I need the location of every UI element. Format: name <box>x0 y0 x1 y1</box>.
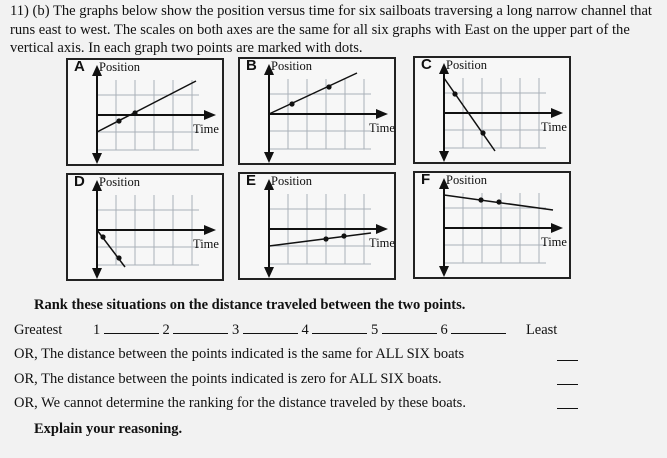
rank-blank-5[interactable] <box>382 320 437 334</box>
option-cannot-determine-blank[interactable] <box>557 408 578 409</box>
time-axis-label: Time <box>193 122 219 136</box>
graph-b <box>238 57 396 165</box>
graph-f <box>413 171 571 279</box>
question-intro: 11) (b) The graphs below show the position versus time for six sailboats traversing a long narrow channel that runs east to west. The scales on both axes are the same for all six graphs with East on the upper part of the vertical axis. In each graph two points are marked with dots. <box>10 3 652 56</box>
graph-c-letter: C <box>421 56 432 73</box>
least-label: Least <box>525 322 558 338</box>
option-zero-distance-blank[interactable] <box>557 384 578 385</box>
rank-blank-4[interactable] <box>312 320 367 334</box>
rank-blank-2[interactable] <box>173 320 228 334</box>
time-axis-label: Time <box>541 120 567 134</box>
position-axis-label: Position <box>446 58 487 72</box>
position-axis-label: Position <box>271 174 312 188</box>
option-zero-distance: OR, The distance between the points indicated is zero for ALL SIX boats. <box>14 371 442 387</box>
graph-d <box>66 173 224 281</box>
graph-a <box>66 58 224 166</box>
rank-blank-1[interactable] <box>104 320 159 334</box>
option-cannot-determine: OR, We cannot determine the ranking for the distance traveled by these boats. <box>14 395 466 411</box>
rank-number-3: 3 <box>231 322 240 338</box>
rank-number-6: 6 <box>440 322 448 338</box>
option-same-distance: OR, The distance between the points indicated is the same for ALL SIX boats <box>14 346 465 362</box>
graph-c <box>413 56 571 164</box>
rank-blank-6[interactable] <box>451 320 506 334</box>
graph-f-letter: F <box>421 171 431 188</box>
time-axis-label: Time <box>541 235 567 249</box>
position-axis-label: Position <box>99 60 140 74</box>
option-same-distance-blank[interactable] <box>557 360 578 361</box>
position-axis-label: Position <box>446 173 487 187</box>
position-axis-label: Position <box>99 175 140 189</box>
ranking-row <box>14 320 557 340</box>
rank-number-4: 4 <box>301 322 309 338</box>
time-axis-label: Time <box>193 237 219 251</box>
rank-number-1: 1 <box>92 322 101 338</box>
rank-number-5: 5 <box>370 322 379 338</box>
greatest-label: Greatest <box>14 322 63 338</box>
rank-blank-3[interactable] <box>243 320 298 334</box>
graph-e <box>238 172 396 280</box>
graph-b-letter: B <box>246 57 257 74</box>
graph-a-letter: A <box>74 58 85 75</box>
ranking-prompt: Rank these situations on the distance traveled between the two points. <box>34 297 466 313</box>
explain-prompt: Explain your reasoning. <box>34 421 183 437</box>
time-axis-label: Time <box>369 121 395 135</box>
graph-e-letter: E <box>246 172 257 189</box>
position-axis-label: Position <box>271 59 312 73</box>
graph-d-letter: D <box>74 173 85 190</box>
time-axis-label: Time <box>369 236 395 250</box>
rank-number-2: 2 <box>162 322 170 338</box>
